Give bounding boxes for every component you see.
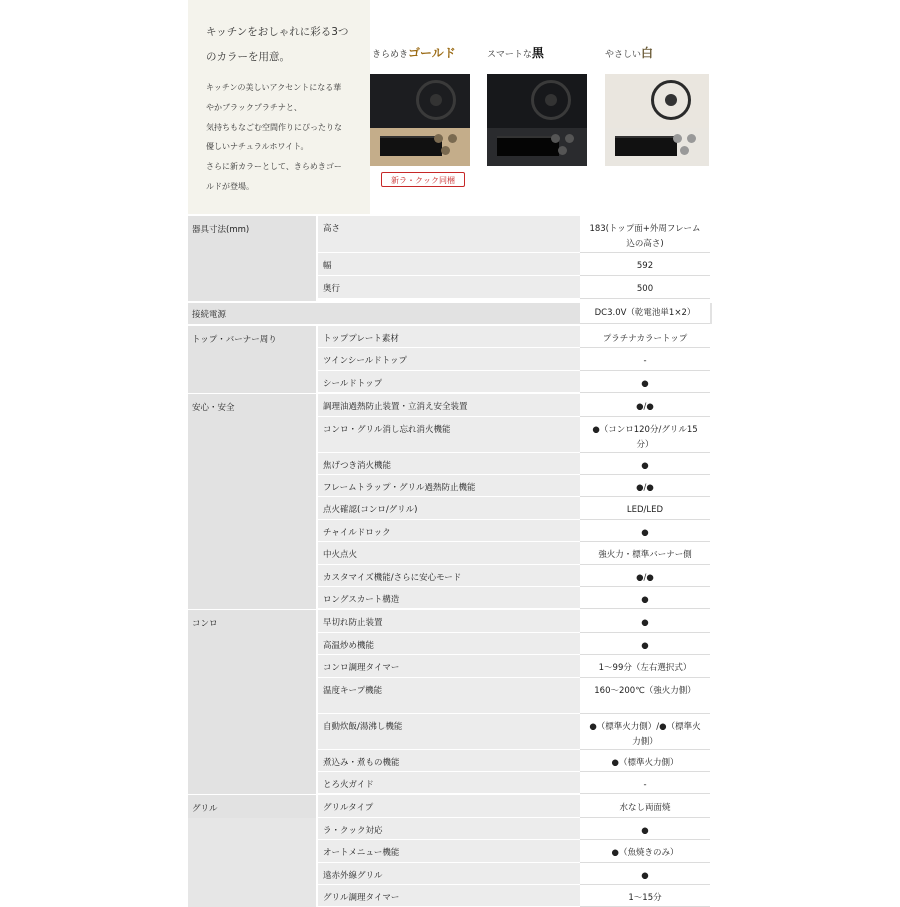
- item-label: カスタマイズ機能/さらに安心モード: [323, 572, 462, 583]
- value-cell: [580, 587, 710, 609]
- item-label: オートメニュー機能: [323, 848, 400, 859]
- value-text: 592: [636, 261, 654, 271]
- item-cell: [318, 326, 580, 348]
- item-label: ツインシールドトップ: [323, 356, 407, 367]
- item-label: 自動炊飯/湯沸し機能: [323, 721, 403, 732]
- color-label-white: [605, 44, 653, 61]
- spec-group-grill: [188, 795, 712, 907]
- value-cell: [580, 863, 710, 885]
- value-cell: [580, 326, 710, 348]
- value-cell: [580, 795, 710, 817]
- value-cell: [580, 453, 710, 475]
- item-label: 点火確認(コンロ/グリル): [323, 505, 418, 516]
- item-cell: [318, 840, 580, 862]
- value-text: 160〜200℃（強火力側）: [594, 685, 696, 696]
- item-cell: [318, 276, 580, 299]
- promo-text-line6: ルドが登場。: [206, 182, 254, 191]
- spec-group-top: [188, 326, 712, 393]
- item-cell: [318, 714, 580, 750]
- color-label-black: [487, 44, 544, 61]
- item-label: ロングスカート構造: [323, 594, 400, 605]
- color-prefix: スマートな: [487, 50, 532, 60]
- value-cell: [580, 475, 710, 497]
- category-label: 接続電源: [192, 310, 227, 320]
- value-cell: [580, 303, 710, 324]
- promo-text-line3: 気持ちもなごむ空間作りにぴったりな: [206, 123, 342, 132]
- item-label: 早切れ防止装置: [323, 618, 383, 629]
- item-label: コンロ調理タイマー: [323, 663, 400, 674]
- spec-group-power: [188, 303, 712, 324]
- item-label: 高温炒め機能: [323, 640, 375, 651]
- value-cell: [580, 216, 710, 253]
- stove-image-gold: [370, 74, 470, 166]
- value-cell: [580, 678, 710, 714]
- spec-group-dimensions: [188, 216, 712, 301]
- item-cell: [318, 253, 580, 276]
- value-text: ●: [641, 527, 649, 538]
- item-cell: [318, 633, 580, 655]
- item-cell: [318, 885, 580, 907]
- promo-text-line1: キッチンの美しいアクセントになる華: [206, 83, 342, 92]
- item-cell: [318, 542, 580, 564]
- value-text: 強火力・標準バーナー側: [598, 550, 692, 561]
- item-cell: [318, 610, 580, 632]
- value-text: 1〜15分: [628, 892, 662, 903]
- category-cell: [188, 303, 316, 324]
- item-cell: [318, 475, 580, 497]
- category-label: 安心・安全: [192, 403, 235, 414]
- color-name: ゴールド: [408, 46, 456, 60]
- item-cell: [318, 417, 580, 453]
- value-cell: [580, 253, 710, 276]
- value-cell: [580, 520, 710, 542]
- value-text: DC3.0V（乾電池単1×2）: [594, 308, 696, 318]
- item-label: 中火点火: [323, 550, 358, 561]
- color-label-gold: [372, 44, 456, 61]
- value-text: ●: [641, 870, 649, 881]
- item-label: 奥行: [323, 284, 341, 294]
- item-label: コンロ・グリル消し忘れ消火機能: [323, 424, 451, 435]
- value-text: 500: [636, 284, 654, 294]
- value-text: 183(トップ面+外周フレーム込の高さ): [589, 224, 701, 249]
- item-label: 焦げつき消火機能: [323, 460, 392, 471]
- value-cell: [580, 417, 710, 453]
- value-cell: [580, 610, 710, 632]
- value-cell: [580, 394, 710, 416]
- item-label: シールドトップ: [323, 378, 383, 389]
- category-label: コンロ: [192, 619, 218, 630]
- value-cell: [580, 371, 710, 393]
- item-cell: [318, 565, 580, 587]
- value-text: ●（コンロ120分/グリル15分）: [592, 424, 698, 450]
- color-name: 黒: [531, 46, 544, 60]
- item-label: とろ火ガイド: [323, 779, 374, 790]
- spec-table: [188, 216, 712, 903]
- value-cell: [580, 348, 710, 370]
- stove-image-black: [487, 74, 587, 166]
- value-text: ●: [641, 378, 649, 389]
- item-cell: [318, 587, 580, 609]
- value-text: LED/LED: [626, 505, 664, 516]
- color-prefix: きらめき: [372, 50, 409, 60]
- value-cell: [580, 772, 710, 794]
- item-cell: [318, 795, 580, 817]
- item-cell: [318, 520, 580, 542]
- value-text: 水なし両面焼: [619, 803, 671, 814]
- stove-image-white: [605, 74, 709, 166]
- item-label: 調理油過熱防止装置・立消え安全装置: [323, 402, 468, 413]
- item-cell: [318, 216, 580, 253]
- spec-group-stove: [188, 610, 712, 794]
- promo-text-line5: さらに新カラーとして、きらめきゴー: [206, 162, 342, 171]
- value-cell: [580, 565, 710, 587]
- value-text: ●: [641, 640, 649, 651]
- category-cell: [188, 216, 316, 301]
- item-label: 遠赤外線グリル: [323, 870, 383, 881]
- item-cell: [318, 348, 580, 370]
- item-cell: [318, 453, 580, 475]
- category-cell: [188, 610, 316, 794]
- category-cell: [188, 394, 316, 609]
- category-cell: [188, 326, 316, 393]
- value-text: ●（標準火力側）: [611, 757, 679, 768]
- item-label: グリルタイプ: [323, 803, 374, 814]
- promo-text-line2: やかブラックプラチナと、: [206, 103, 302, 112]
- value-cell: [580, 497, 710, 519]
- category-label: グリル: [192, 804, 218, 815]
- spec-group-safety: [188, 394, 712, 609]
- value-cell: [580, 655, 710, 677]
- value-text: ●: [641, 594, 649, 605]
- category-cell: [188, 795, 316, 817]
- color-prefix: やさしい: [605, 50, 642, 60]
- item-cell: [318, 863, 580, 885]
- value-text: -: [643, 356, 647, 367]
- item-cell: [318, 772, 580, 794]
- item-label: 温度キープ機能: [323, 685, 383, 696]
- category-label: 器具寸法(mm): [192, 225, 250, 235]
- item-cell: [318, 371, 580, 393]
- value-cell: [580, 542, 710, 564]
- item-label: ラ・クック対応: [323, 825, 383, 836]
- value-text: ●: [641, 618, 649, 629]
- category-cell-blank: [188, 818, 316, 907]
- value-text: ●/●: [636, 402, 654, 413]
- value-cell: [580, 276, 710, 299]
- value-text: ●/●: [636, 482, 654, 493]
- item-label: 高さ: [323, 224, 341, 234]
- value-text: 1〜99分（左右選択式）: [598, 663, 692, 674]
- value-cell: [580, 885, 710, 907]
- item-cell: [318, 818, 580, 840]
- item-label: 煮込み・煮もの機能: [323, 757, 400, 768]
- value-text: -: [643, 779, 647, 790]
- value-text: ●: [641, 460, 649, 471]
- bundle-badge: 新ラ・クック同梱: [381, 172, 465, 187]
- value-cell: [580, 714, 710, 750]
- value-cell: [580, 818, 710, 840]
- promo-text-line4: 優しいナチュラルホワイト。: [206, 142, 309, 151]
- value-cell: [580, 840, 710, 862]
- item-label: 幅: [323, 261, 332, 271]
- color-name: 白: [641, 46, 654, 60]
- item-label: トッププレート素材: [323, 334, 399, 344]
- item-label: フレームトラップ・グリル過熱防止機能: [323, 482, 476, 493]
- value-text: ●（標準火力側）/●（標準火力側）: [589, 721, 701, 747]
- item-cell: [318, 655, 580, 677]
- item-label: チャイルドロック: [323, 527, 391, 538]
- promo-heading-line1: キッチンをおしゃれに彩る3つ: [206, 26, 349, 38]
- value-text: ●: [641, 825, 649, 836]
- item-cell: [318, 497, 580, 519]
- value-cell: [580, 633, 710, 655]
- value-text: ●（魚焼きのみ）: [611, 848, 679, 859]
- item-cell: [318, 750, 580, 772]
- promo-heading-line2: のカラーを用意。: [206, 51, 290, 63]
- value-cell: [580, 750, 710, 772]
- item-label: グリル調理タイマー: [323, 892, 400, 903]
- category-label: トップ・バーナー周り: [192, 335, 277, 345]
- value-text: プラチナカラートップ: [602, 334, 688, 344]
- item-cell: [318, 394, 580, 416]
- value-text: ●/●: [636, 572, 654, 583]
- item-cell: [318, 678, 580, 714]
- promo-panel: [188, 0, 370, 214]
